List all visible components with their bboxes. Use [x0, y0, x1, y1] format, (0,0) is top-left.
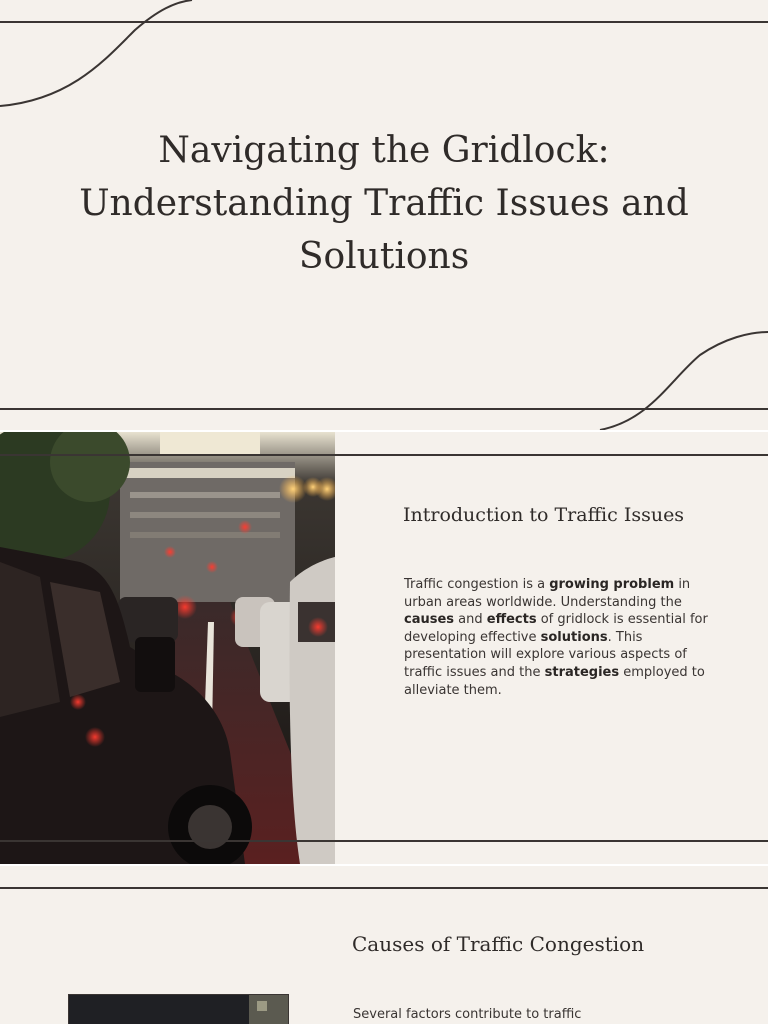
causes-image-graphic [69, 995, 288, 1024]
presentation-title: Navigating the Gridlock: Understanding Traffic Issues and Solutions [79, 130, 689, 277]
causes-body-text: Several factors contribute to traffic [353, 1007, 582, 1022]
body-run: employed to alleviate them. [404, 664, 705, 698]
top-rule [0, 21, 768, 23]
title-slide [0, 0, 768, 430]
night-traffic-image [0, 432, 335, 864]
causes-heading: Causes of Traffic Congestion [352, 932, 645, 956]
intro-heading: Introduction to Traffic Issues [403, 504, 685, 526]
emphasis-text: strategies [544, 664, 620, 680]
body-run: Traffic congestion is a [404, 577, 550, 592]
bottom-rule [0, 408, 768, 410]
body-run: in urban areas worldwide. Understanding the [404, 577, 691, 610]
intro-slide [0, 432, 768, 864]
bottom-rule [0, 840, 768, 842]
emphasis-text: solutions [540, 629, 608, 645]
body-run: and [454, 612, 487, 628]
emphasis-text: effects [486, 612, 537, 628]
intro-body-text [404, 576, 722, 699]
top-rule [0, 887, 768, 889]
causes-image [68, 994, 289, 1024]
emphasis-text: growing problem [549, 577, 675, 592]
emphasis-text: causes [404, 612, 455, 628]
traffic-photo [0, 432, 335, 864]
causes-slide [0, 866, 768, 1024]
top-rule [0, 454, 768, 456]
body-run: . This presentation will explore various aspects of traffic issues and the [404, 629, 687, 680]
body-run: of gridlock is essential for developing effective [404, 612, 708, 645]
